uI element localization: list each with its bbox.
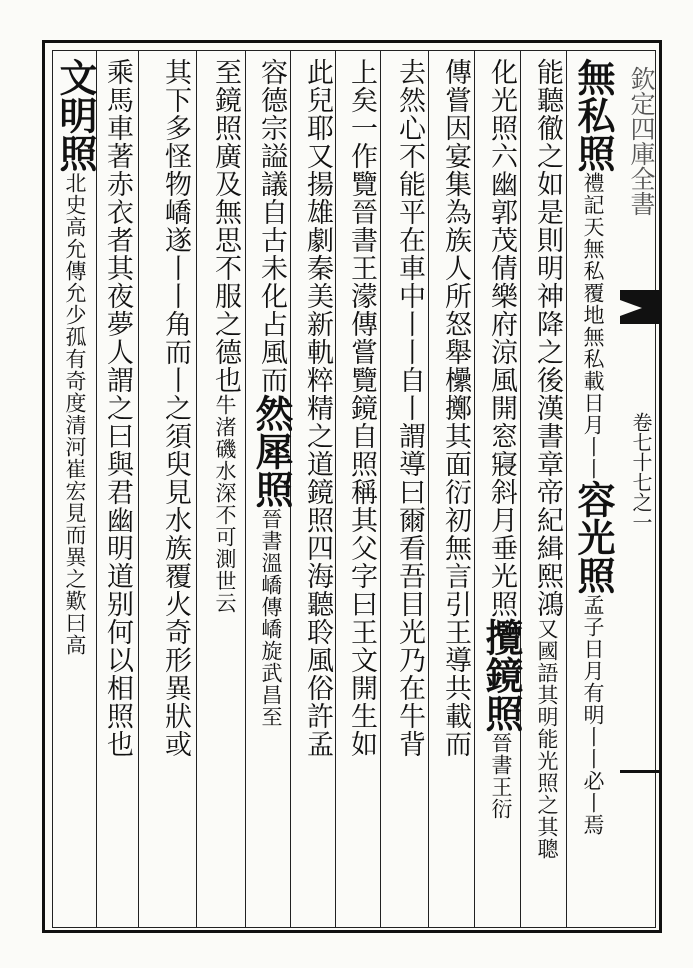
- column-rule: [196, 50, 197, 928]
- text-column: [526, 58, 568, 920]
- text-column: [572, 58, 614, 920]
- annotation: 北史高允傳允少孤有奇度清河崔宏見而異之歎曰高: [63, 172, 87, 656]
- column-text: 去然心不能平在車中丨丨自丨謂導曰爾看吾目光乃在牛背: [394, 58, 425, 758]
- column-text: 其下多怪物嶠遂丨丨角而丨之須臾見水族覆火奇形異狀或: [160, 58, 191, 758]
- column-rule: [138, 50, 139, 928]
- volume-label: 卷七十七之一: [629, 412, 653, 532]
- column-text: 化光照六幽郭茂倩樂府涼風開窓寢斜月垂光照: [486, 58, 517, 618]
- column-text: 容德宗謚議自古未化占風而: [256, 58, 287, 394]
- text-column: [250, 58, 292, 920]
- text-column: [388, 58, 430, 920]
- column-text: 能聽徹之如是則明神降之後漢書章帝紀緝熙鴻: [532, 58, 563, 618]
- column-text: 傳嘗因宴集為族人所怒舉欙擲其面衍初無言引王導共載而: [440, 58, 471, 758]
- text-column: [102, 58, 138, 920]
- column-text: 此兒耶又揚雄劇秦美新軌粹精之道鏡照四海聽聆風俗許孟: [302, 58, 333, 758]
- fish-tail-notch: [620, 300, 642, 316]
- column-text: 至鏡照廣及無思不服之德也: [210, 58, 241, 394]
- entry-heading: 容光照: [571, 480, 616, 594]
- running-title: 欽定四庫全書: [627, 66, 656, 216]
- column-text: 上矣一作覽晉書王濛傳嘗覽鏡自照稱其父字曰王文開生如: [346, 58, 377, 758]
- annotation: 晉書王衍: [489, 732, 513, 820]
- annotation: 牛渚磯水深不可測世云: [213, 394, 237, 614]
- lower-fish-mark: [620, 770, 660, 773]
- annotation: 晉書溫嶠傳嶠旋武昌至: [259, 508, 283, 728]
- entry-heading: 無私照: [571, 58, 616, 172]
- text-column: [340, 58, 382, 920]
- text-column: [204, 58, 246, 920]
- entry-heading: 文明照: [53, 58, 98, 172]
- annotation: 又國語其明能光照之其聰: [535, 618, 559, 860]
- text-column: [296, 58, 338, 920]
- annotation: 禮記天無私覆地無私載日月丨丨: [581, 172, 605, 480]
- text-column: [480, 58, 522, 920]
- entry-heading: 攬鏡照: [479, 618, 524, 732]
- left-column-group: [58, 58, 96, 920]
- column-text: 乘馬車著赤衣者其夜夢人謂之曰與君幽明道别何以相照也: [102, 58, 133, 758]
- text-column: [154, 58, 196, 920]
- entry-heading: 然犀照: [249, 394, 294, 508]
- annotation: 孟子日月有明丨丨必丨焉: [581, 594, 605, 836]
- text-column: [434, 58, 476, 920]
